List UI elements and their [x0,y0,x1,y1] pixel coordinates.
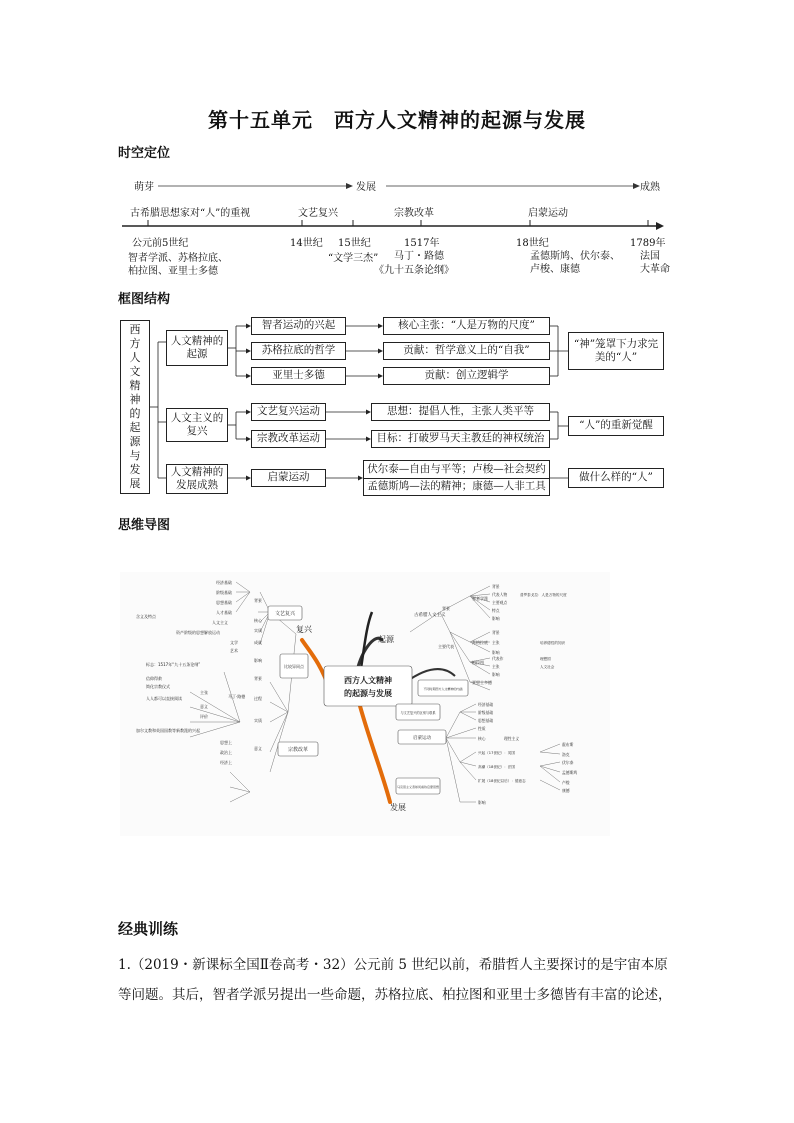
note-greek-1: 智者学派、苏格拉底、 [128,253,228,264]
mm-r6: 影响 [492,616,500,621]
tick-18c: 18世纪 [516,238,549,249]
mm-l20: 人人都可以直接阅读 [146,696,182,701]
mm-r31: 影响 [478,800,486,805]
mm-l25: 过程 [254,696,262,701]
mm-l19: 马丁·路德 [228,694,246,699]
mm-r9: 影响 [492,650,500,655]
mm-l11: 核心 [254,618,262,623]
mm-l16: 信仰得救 [146,676,162,681]
page-title: 第十五单元 西方人文精神的起源与发展 [208,108,586,132]
mm-r2: 代表人物 [492,592,508,597]
framework-topic-reformation: 宗教改革运动 [251,430,326,448]
mm-l12: 实质 [254,628,262,633]
mm-r17: 阶级基础 [478,710,494,715]
framework-detail-enl-1: 伏尔泰—自由与平等；卢梭—社会契约 [364,463,549,478]
mm-l9: 艺术 [230,648,238,653]
mm-l5: 含义及特点 [136,614,156,619]
mindmap-image [120,572,610,836]
framework-detail-renaissance: 思想：提倡人性，主张人类平等 [371,403,550,421]
event-enlightenment: 启蒙运动 [528,208,568,219]
mm-r18: 思想基础 [478,718,494,723]
mm-r25: 霍布斯 [562,742,574,747]
mm-r23: 高潮（18世纪）：法国 [478,765,515,769]
stage-develop: 发展 [356,182,376,193]
mm-l4: 人才基础 [216,610,232,615]
mm-l23: 加尔文教和英国国教等新教派的兴起 [136,728,200,733]
mm-r11: 理想国 [540,657,551,661]
framework-group-origin: 人文精神的起源 [166,330,228,366]
tick-1517: 1517年 [404,238,440,249]
framework-detail-enl-2: 孟德斯鸠—法的精神；康德—人非工具 [367,479,546,492]
timeline-diagram [118,168,678,278]
framework-topic-enlightenment: 启蒙运动 [251,469,326,487]
mm-diff: 与文艺复兴的区别与联系 [400,711,436,715]
svg-text:西方人文精神: 西方人文精神 [344,676,392,685]
note-reform-2: 《九十五条论纲》 [374,265,454,276]
mm-r14: 主张 [492,664,500,669]
framework-topic-aristotle: 亚里士多德 [251,367,346,385]
framework-result-mature: 做什么样的“人” [568,468,664,488]
mm-l6: 人文主义 [212,620,228,625]
tick-14c: 14世纪 [290,238,323,249]
mm-renaissance: 文艺复兴 [274,611,296,617]
mm-r24: 扩展（18世纪以后）：德意志 [478,779,526,783]
mindmap-svg [120,572,610,836]
event-reformation: 宗教改革 [394,208,434,219]
mm-l27: 意义 [254,746,262,751]
framework-group-mature: 人文精神的发展成熟 [166,464,228,494]
mm-l21: 意义 [200,704,208,709]
mm-r29: 卢梭 [562,780,570,785]
mm-l18: 主张 [200,690,208,695]
mm-branch-revival: 复兴 [296,625,312,634]
framework-result-origin: “神”笼罩下力求完美的“人” [568,332,664,370]
mm-branch-develop: 发展 [390,803,406,812]
stage-mature: 成熟 [640,182,660,193]
tick-15c: 15世纪 [338,238,371,249]
framework-diagram [120,312,680,502]
mm-reformation: 宗教改革 [287,747,309,753]
framework-topic-socrates: 苏格拉底的哲学 [251,342,346,360]
tick-1789: 1789年 [630,238,666,249]
mm-r1: 背景 [492,584,500,589]
tick-5bc: 公元前5世纪 [132,238,189,249]
mm-compare: 比较异同点 [284,664,304,669]
mm-r13: 代表作 [492,656,504,661]
mm-r27: 伏尔泰 [562,760,574,765]
mm-r28: 孟德斯鸠 [562,770,578,775]
section-heading-timeline: 时空定位 [118,146,171,161]
mm-r19: 性质 [478,726,486,731]
mm-l30: 经济上 [220,760,232,765]
section-heading-mindmap: 思维导图 [118,518,171,533]
mm-r15: 影响 [492,672,500,677]
mm-r4: 普罗泰戈拉：人是万物的尺度 [520,593,567,597]
mm-marx: 马克思主义者如何看待启蒙思想 [396,785,440,789]
mm-r12: 人文社会 [540,665,555,669]
framework-root: 西方人文精神的起源与发展 [120,320,150,494]
mm-r8: 主张 [492,640,500,645]
mm-greek: 古希腊人文主义 [414,613,446,618]
framework-group-revival: 人文主义的复兴 [166,408,228,442]
mm-l10: 背景 [254,598,262,603]
framework-detail-reformation: 目标：打破罗马天主教廷的神权统治 [371,430,550,448]
framework-detail-socrates: 贡献：哲学意义上的“自我” [383,342,550,360]
note-enl-2: 卢梭、康德 [530,264,580,275]
mm-r30: 康德 [562,788,570,793]
note-rev-2: 大革命 [640,264,670,275]
mm-l24: 背景 [254,676,262,681]
mm-r5: 特点 [492,608,500,613]
mm-r21: 理性主义 [504,736,520,741]
framework-detail-enlightenment [363,460,550,496]
note-rev-1: 法国 [640,251,660,262]
mm-l15: 标志：1517年“九十五条论纲” [146,662,201,667]
event-renaissance: 文艺复兴 [298,208,338,219]
note-reform-1: 马丁・路德 [394,251,444,262]
note-renaissance: “文学三杰” [328,253,379,264]
mm-origin-bg: 背景 [442,606,450,611]
mm-aristotle: 亚里士多德 [472,680,492,685]
mm-l1: 经济基础 [216,580,232,585]
mm-r10: 培养德性的知识 [540,641,566,645]
mm-branch-origin: 起源 [378,635,394,644]
mm-r7: 背景 [492,630,500,635]
mm-r26: 洛克 [562,752,570,757]
mm-l7: 资产阶级的思想解放运动 [176,630,220,635]
mm-r22: 兴起（17世纪）：英国 [478,751,515,755]
mm-l2: 阶级基础 [216,590,232,595]
mm-socrates: 苏格拉底 [472,640,488,645]
mm-l29: 政治上 [220,750,232,755]
mm-origin-rep: 主要代表 [438,644,454,649]
section-heading-training: 经典训练 [118,920,179,938]
question-1 [118,950,698,1010]
mm-l28: 思想上 [220,740,232,745]
svg-text:的起源与发展: 的起源与发展 [344,689,392,698]
mm-connotation: 不同时期西方人文精神的内涵 [423,687,463,691]
mm-l26: 实质 [254,718,262,723]
question-1-line-1: 1.（2019・新课标全国Ⅱ卷高考・32）公元前 5 世纪以前，希腊哲人主要探讨的是宇宙本原 [118,957,668,973]
mm-l17: 简化宗教仪式 [146,684,170,689]
mm-r16: 经济基础 [478,702,494,707]
mm-enlightenment: 启蒙运动 [413,736,431,741]
mm-plato: 柏拉图 [472,660,484,665]
mm-l8: 文学 [230,640,238,645]
section-heading-framework: 框图结构 [118,292,171,307]
framework-topic-sophists: 智者运动的兴起 [251,317,346,335]
framework-detail-sophists: 核心主张：“人是万物的尺度” [383,317,550,335]
event-greek: 古希腊思想家对“人”的重视 [130,208,251,219]
mm-r3: 主要观点 [492,600,508,605]
mm-l14: 影响 [254,658,262,663]
mm-l22: 评价 [200,714,208,719]
framework-topic-renaissance: 文艺复兴运动 [251,403,326,421]
stage-sprout: 萌芽 [134,182,154,193]
question-1-line-2: 等问题。其后，智者学派另提出一些命题，苏格拉底、柏拉图和亚里士多德皆有丰富的论述， [118,987,672,1003]
mm-r20: 核心 [478,736,486,741]
mm-l13: 成就 [254,640,262,645]
mm-l3: 思想基础 [216,600,232,605]
note-enl-1: 孟德斯鸠、伏尔泰、 [530,251,620,262]
note-greek-2: 柏拉图、亚里士多德 [128,266,218,277]
framework-result-revival: “人”的重新觉醒 [568,416,664,436]
framework-detail-aristotle: 贡献：创立逻辑学 [383,367,550,385]
mm-sophists: 智者学派 [472,596,488,601]
